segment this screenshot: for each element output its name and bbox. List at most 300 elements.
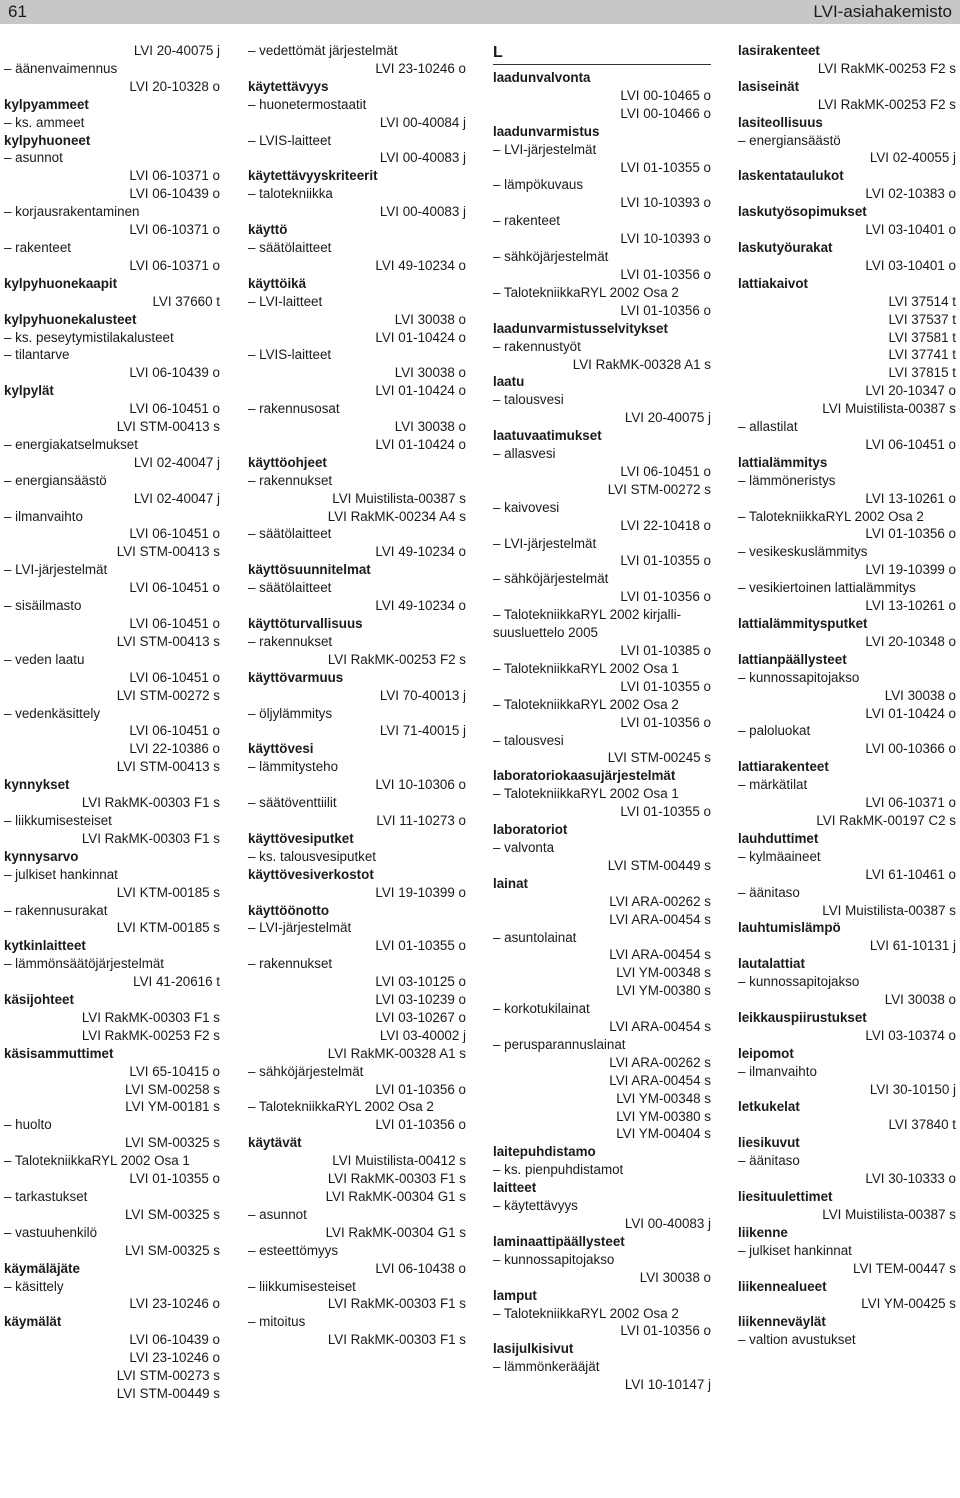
index-column-1 xyxy=(4,42,220,1403)
index-reference: LVI 03-10239 o xyxy=(375,992,466,1008)
index-subentry: – rakennukset xyxy=(248,633,333,649)
index-reference: LVI 01-10424 o xyxy=(375,329,466,345)
index-term: laitteet xyxy=(493,1180,537,1196)
index-subentry: – käsittely xyxy=(4,1278,64,1294)
index-reference: LVI 01-10356 o xyxy=(865,526,956,542)
index-subentry: – LVI-järjestelmät xyxy=(493,141,597,157)
index-reference: LVI 37660 t xyxy=(152,293,220,309)
index-term: laskutyösopimukset xyxy=(738,204,867,220)
index-subentry: – energiansäästö xyxy=(738,132,841,148)
index-column-2 xyxy=(248,42,466,1349)
index-subentry: – ilmanvaihto xyxy=(4,508,83,524)
index-reference: LVI 00-40083 j xyxy=(379,204,466,220)
index-term: laskentataulukot xyxy=(738,168,844,184)
index-subentry: – rakennusosat xyxy=(248,401,340,417)
index-subentry: – lämmöneristys xyxy=(738,472,836,488)
index-reference: LVI Muistilista-00387 s xyxy=(822,1206,956,1222)
index-reference: LVI 06-10451 o xyxy=(129,669,220,685)
index-subentry: – perusparannuslainat xyxy=(493,1036,626,1052)
index-reference: LVI 30038 o xyxy=(394,311,466,327)
index-reference: LVI 06-10371 o xyxy=(129,168,220,184)
index-subentry: – kunnossapitojakso xyxy=(493,1251,615,1267)
index-reference: LVI 30038 o xyxy=(884,992,956,1008)
index-reference: LVI 06-10439 o xyxy=(129,365,220,381)
index-reference: LVI RakMK-00303 F1 s xyxy=(81,1009,220,1025)
index-term: liesituulettimet xyxy=(738,1189,833,1204)
index-reference: LVI 06-10439 o xyxy=(129,1332,220,1348)
index-reference: LVI SM-00325 s xyxy=(124,1206,220,1222)
index-reference: LVI 20-40075 j xyxy=(133,43,220,58)
index-column-3 xyxy=(493,42,711,1394)
index-reference: LVI 30-10150 j xyxy=(869,1081,956,1097)
index-reference: LVI 03-10374 o xyxy=(865,1027,956,1043)
index-subentry: – energiansäästö xyxy=(4,472,107,488)
index-reference: LVI RakMK-00328 A1 s xyxy=(572,356,711,372)
index-subentry: – kaivovesi xyxy=(493,499,560,515)
index-reference: LVI 00-40084 j xyxy=(379,114,466,130)
index-reference: LVI 02-40047 j xyxy=(133,490,220,506)
index-term: käyttövarmuus xyxy=(248,669,344,685)
index-subentry: – liikkumisesteiset xyxy=(248,1278,356,1294)
index-term: laminaattipäällysteet xyxy=(493,1233,625,1249)
index-subentry: – TalotekniikkaRYL 2002 Osa 2 xyxy=(493,696,679,712)
index-reference: LVI 10-10306 o xyxy=(375,777,466,793)
index-reference: LVI 11-10273 o xyxy=(376,812,466,828)
index-reference: LVI YM-00380 s xyxy=(616,983,711,999)
index-subentry: – äänenvaimennus xyxy=(4,60,118,76)
index-term: lattianpäällysteet xyxy=(738,651,847,667)
index-reference: LVI Muistilista-00387 s xyxy=(822,902,956,918)
index-subentry: – tilantarve xyxy=(4,347,70,363)
index-reference: LVI TEM-00447 s xyxy=(853,1260,956,1276)
index-reference: LVI 37840 t xyxy=(888,1117,956,1133)
index-subentry: – LVI-järjestelmät xyxy=(248,920,352,936)
index-reference: LVI 37581 t xyxy=(888,329,956,345)
index-reference: LVI RakMK-00303 F1 s xyxy=(81,795,220,811)
index-term: liesikuvut xyxy=(738,1135,800,1151)
index-reference: LVI 06-10451 o xyxy=(129,526,220,542)
index-subentry: suusluettelo 2005 xyxy=(493,625,598,641)
index-subentry: – ilmanvaihto xyxy=(738,1063,817,1079)
index-reference: LVI 01-10424 o xyxy=(375,383,466,399)
index-reference: LVI 00-10466 o xyxy=(620,105,711,121)
index-reference: LVI YM-00348 s xyxy=(616,965,711,981)
section-letter: L xyxy=(493,42,711,65)
index-term: lauhtumislämpö xyxy=(738,920,841,936)
index-term: liikenneväylät xyxy=(738,1314,826,1330)
index-term: laatuvaatimukset xyxy=(493,428,602,444)
index-reference: LVI 01-10356 o xyxy=(620,714,711,730)
index-reference: LVI 37537 t xyxy=(888,311,956,327)
index-term: käyttösuunnitelmat xyxy=(248,562,371,578)
index-reference: LVI 10-10147 j xyxy=(624,1377,711,1393)
index-reference: LVI 06-10451 o xyxy=(129,580,220,596)
index-reference: LVI STM-00245 s xyxy=(607,750,711,766)
index-subentry: – mitoitus xyxy=(248,1314,306,1330)
index-term: käyttövesiverkostot xyxy=(248,866,374,882)
index-reference: LVI 00-40083 j xyxy=(624,1216,711,1231)
index-reference: LVI RakMK-00253 F2 s xyxy=(327,651,466,667)
index-reference: LVI 01-10355 o xyxy=(620,553,711,569)
index-reference: LVI 70-40013 j xyxy=(379,687,466,703)
index-term: kytkinlaitteet xyxy=(4,938,86,954)
page-number: 61 xyxy=(8,2,27,21)
index-reference: LVI ARA-00454 s xyxy=(609,1019,711,1035)
index-subentry: – korkotukilainat xyxy=(493,1001,590,1017)
index-subentry: – märkätilat xyxy=(738,777,808,793)
index-subentry: – asuntolainat xyxy=(493,929,577,945)
index-reference: LVI 02-10383 o xyxy=(865,186,956,202)
index-reference: LVI 13-10261 o xyxy=(865,598,956,614)
index-reference: LVI 23-10246 o xyxy=(375,60,466,76)
index-reference: LVI 03-10401 o xyxy=(865,257,956,273)
index-reference: LVI 37514 t xyxy=(888,293,956,309)
index-reference: LVI 30-10333 o xyxy=(865,1171,956,1187)
index-reference: LVI 01-10356 o xyxy=(375,1117,466,1133)
index-subentry: – TalotekniikkaRYL 2002 kirjalli- xyxy=(493,607,682,623)
index-subentry: – asunnot xyxy=(248,1206,307,1222)
index-subentry: – rakennukset xyxy=(248,956,333,972)
index-term: käsisammuttimet xyxy=(4,1045,114,1061)
index-subentry: – liikkumisesteiset xyxy=(4,812,112,828)
index-reference: LVI YM-00404 s xyxy=(616,1126,711,1142)
index-term: käyttö xyxy=(248,222,288,238)
index-subentry: – talousvesi xyxy=(493,392,564,408)
index-reference: LVI 61-10461 o xyxy=(865,866,956,882)
index-reference: LVI 20-10328 o xyxy=(129,78,220,94)
index-subentry: – ks. ammeet xyxy=(4,114,85,130)
index-reference: LVI SM-00258 s xyxy=(124,1081,220,1097)
index-reference: LVI STM-00413 s xyxy=(116,633,220,649)
index-reference: LVI 06-10439 o xyxy=(129,186,220,202)
index-subentry: – sisäilmasto xyxy=(4,598,82,614)
index-subentry: – korjausrakentaminen xyxy=(4,204,140,220)
index-term: lattiakaivot xyxy=(738,275,808,291)
index-reference: LVI 06-10451 o xyxy=(129,401,220,417)
index-reference: LVI KTM-00185 s xyxy=(116,920,220,936)
index-subentry: – LVIS-laitteet xyxy=(248,132,332,148)
running-title: LVI-asiahakemisto xyxy=(813,2,952,21)
index-subentry: – TalotekniikkaRYL 2002 Osa 1 xyxy=(4,1153,190,1169)
index-reference: LVI 41-20616 t xyxy=(133,974,220,990)
index-subentry: – lämmitysteho xyxy=(248,759,339,775)
index-reference: LVI YM-00380 s xyxy=(616,1108,711,1124)
index-subentry: – allasvesi xyxy=(493,446,556,462)
index-term: lattiarakenteet xyxy=(738,759,829,775)
index-term: laboratoriokaasujärjestelmät xyxy=(493,768,676,784)
index-reference: LVI 01-10424 o xyxy=(865,705,956,721)
index-reference: LVI RakMK-00304 G1 s xyxy=(325,1224,466,1240)
index-subentry: – ks. pienpuhdistamot xyxy=(493,1162,624,1178)
index-term: liikenne xyxy=(738,1224,788,1240)
index-reference: LVI ARA-00262 s xyxy=(609,1054,711,1070)
index-reference: LVI 65-10415 o xyxy=(129,1063,220,1079)
index-reference: LVI 03-10125 o xyxy=(375,974,466,990)
index-subentry: – TalotekniikkaRYL 2002 Osa 1 xyxy=(493,660,679,676)
index-term: käyttöturvallisuus xyxy=(248,616,363,631)
index-reference: LVI RakMK-00303 F1 s xyxy=(81,830,220,846)
index-subentry: – huonetermostaatit xyxy=(248,96,367,112)
index-term: käytävät xyxy=(248,1135,302,1151)
index-subentry: – äänitaso xyxy=(738,884,800,900)
index-reference: LVI 00-10465 o xyxy=(620,87,711,103)
index-reference: LVI 06-10371 o xyxy=(865,795,956,811)
index-reference: LVI 20-10347 o xyxy=(865,383,956,399)
index-subentry: – TalotekniikkaRYL 2002 Osa 2 xyxy=(493,284,679,300)
index-reference: LVI 01-10355 o xyxy=(620,804,711,820)
index-term: leipomot xyxy=(738,1045,794,1061)
index-subentry: – talousvesi xyxy=(493,732,564,748)
index-reference: LVI 37741 t xyxy=(888,347,956,363)
index-subentry: – lämmönsäätöjärjestelmät xyxy=(4,956,165,972)
index-term: käytettävyyskriteerit xyxy=(248,168,378,184)
index-reference: LVI RakMK-00253 F2 s xyxy=(817,60,956,76)
index-subentry: – vesikeskuslämmitys xyxy=(738,544,868,560)
index-subentry: – talotekniikka xyxy=(248,186,333,202)
index-term: lattialämmitysputket xyxy=(738,616,868,631)
index-subentry: – rakenteet xyxy=(4,239,71,255)
index-term: kynnysarvo xyxy=(4,848,79,864)
index-subentry: – säätölaitteet xyxy=(248,580,332,596)
index-reference: LVI RakMK-00303 F1 s xyxy=(327,1332,466,1348)
index-reference: LVI 01-10356 o xyxy=(620,1323,711,1339)
index-subentry: – rakenteet xyxy=(493,213,560,229)
index-subentry: – vesikiertoinen lattialämmitys xyxy=(738,580,916,596)
index-reference: LVI STM-00272 s xyxy=(607,481,711,497)
index-reference: LVI 01-10385 o xyxy=(620,643,711,658)
index-reference: LVI 49-10234 o xyxy=(375,544,466,560)
index-subentry: – äänitaso xyxy=(738,1153,800,1169)
index-reference: LVI ARA-00262 s xyxy=(609,893,711,909)
index-subentry: – rakennustyöt xyxy=(493,338,581,354)
index-reference: LVI 10-10393 o xyxy=(620,231,711,247)
index-subentry: – sähköjärjestelmät xyxy=(493,571,609,587)
index-subentry: – valvonta xyxy=(493,839,555,855)
index-subentry: – kylmäaineet xyxy=(738,848,821,864)
index-term: liikennealueet xyxy=(738,1278,827,1294)
index-reference: LVI 01-10356 o xyxy=(375,1081,466,1097)
index-reference: LVI 49-10234 o xyxy=(375,257,466,273)
index-reference: LVI 01-10355 o xyxy=(620,159,711,175)
index-subentry: – valtion avustukset xyxy=(738,1332,856,1348)
index-subentry: – TalotekniikkaRYL 2002 Osa 2 xyxy=(248,1099,434,1115)
index-reference: LVI Muistilista-00387 s xyxy=(822,401,956,417)
index-subentry: – säätölaitteet xyxy=(248,239,332,255)
index-reference: LVI 30038 o xyxy=(394,419,466,435)
index-term: laatu xyxy=(493,374,525,390)
index-term: lattialämmitys xyxy=(738,454,828,470)
index-reference: LVI 01-10355 o xyxy=(375,938,466,954)
index-term: kylpyhuonekaapit xyxy=(4,275,118,291)
index-reference: LVI 03-40002 j xyxy=(379,1027,466,1043)
index-reference: LVI 01-10356 o xyxy=(620,266,711,282)
index-reference: LVI RakMK-00328 A1 s xyxy=(327,1045,466,1061)
index-reference: LVI 71-40015 j xyxy=(379,723,466,739)
index-term: lasiteollisuus xyxy=(738,114,823,130)
index-reference: LVI RakMK-00303 F1 s xyxy=(327,1171,466,1187)
index-subentry: – öljylämmitys xyxy=(248,705,333,721)
index-term: kylpylät xyxy=(4,383,54,399)
index-term: lautalattiat xyxy=(738,956,805,972)
index-subentry: – LVI-järjestelmät xyxy=(4,562,108,578)
index-term: käyttövesiputket xyxy=(248,830,354,846)
index-reference: LVI SM-00325 s xyxy=(124,1242,220,1258)
index-reference: LVI 00-40083 j xyxy=(379,150,466,166)
index-term: lauhduttimet xyxy=(738,830,819,846)
index-reference: LVI Muistilista-00387 s xyxy=(332,490,466,506)
index-term: käyttöönotto xyxy=(248,902,330,918)
index-subentry: – säätölaitteet xyxy=(248,526,332,542)
index-subentry: – energiakatselmukset xyxy=(4,436,138,452)
index-reference: LVI 49-10234 o xyxy=(375,598,466,614)
index-term: lamput xyxy=(493,1287,537,1303)
index-subentry: – TalotekniikkaRYL 2002 Osa 1 xyxy=(493,786,679,802)
index-term: lasirakenteet xyxy=(738,43,820,58)
index-subentry: – lämpökuvaus xyxy=(493,177,584,193)
index-reference: LVI 06-10371 o xyxy=(129,222,220,238)
index-reference: LVI 01-10356 o xyxy=(620,589,711,605)
index-term: laadunvalvonta xyxy=(493,70,591,85)
index-subentry: – sähköjärjestelmät xyxy=(248,1063,364,1079)
index-term: kylpyhuoneet xyxy=(4,132,91,148)
index-reference: LVI KTM-00185 s xyxy=(116,884,220,900)
index-reference: LVI RakMK-00303 F1 s xyxy=(327,1296,466,1312)
index-subentry: – rakennukset xyxy=(248,472,333,488)
index-reference: LVI ARA-00454 s xyxy=(609,911,711,927)
index-reference: LVI 01-10424 o xyxy=(375,436,466,452)
index-reference: LVI 19-10399 o xyxy=(375,884,466,900)
index-reference: LVI 06-10371 o xyxy=(129,257,220,273)
index-reference: LVI YM-00425 s xyxy=(861,1296,956,1312)
index-reference: LVI STM-00273 s xyxy=(116,1368,220,1384)
index-term: laskutyöurakat xyxy=(738,239,833,255)
index-reference: LVI 10-10393 o xyxy=(620,195,711,211)
index-reference: LVI 02-40047 j xyxy=(133,454,220,470)
index-term: laitepuhdistamo xyxy=(493,1144,596,1160)
index-term: kylpyhuonekalusteet xyxy=(4,311,137,327)
index-reference: LVI 22-10386 o xyxy=(129,741,220,757)
index-term: letkukelat xyxy=(738,1099,800,1115)
index-subentry: – ks. talousvesiputket xyxy=(248,848,377,864)
index-subentry: – sähköjärjestelmät xyxy=(493,249,609,265)
index-reference: LVI RakMK-00304 G1 s xyxy=(325,1189,466,1204)
index-term: laadunvarmistusselvitykset xyxy=(493,320,668,336)
index-term: kynnykset xyxy=(4,777,70,793)
index-reference: LVI STM-00449 s xyxy=(607,857,711,873)
index-reference: LVI ARA-00454 s xyxy=(609,947,711,963)
index-subentry: – tarkastukset xyxy=(4,1189,88,1204)
index-subentry: – käytettävyys xyxy=(493,1198,578,1214)
index-reference: LVI STM-00413 s xyxy=(116,544,220,560)
index-subentry: – LVI-järjestelmät xyxy=(493,535,597,551)
index-reference: LVI Muistilista-00412 s xyxy=(332,1153,466,1169)
index-reference: LVI 00-10366 o xyxy=(865,741,956,757)
index-subentry: – lämmönkerääjät xyxy=(493,1359,600,1375)
index-reference: LVI 20-10348 o xyxy=(865,633,956,649)
index-column-4 xyxy=(738,42,956,1349)
index-reference: LVI 20-40075 j xyxy=(624,410,711,426)
index-term: laboratoriot xyxy=(493,822,568,838)
index-reference: LVI STM-00272 s xyxy=(116,687,220,703)
index-reference: LVI ARA-00454 s xyxy=(609,1072,711,1088)
index-reference: LVI 01-10356 o xyxy=(620,302,711,318)
index-subentry: – julkiset hankinnat xyxy=(738,1242,852,1258)
index-reference: LVI 06-10451 o xyxy=(620,463,711,479)
index-subentry: – säätöventtiilit xyxy=(248,795,337,811)
index-reference: LVI 13-10261 o xyxy=(865,490,956,506)
index-reference: LVI 03-10267 o xyxy=(375,1009,466,1025)
index-reference: LVI RakMK-00234 A4 s xyxy=(327,508,466,524)
index-term: käymälät xyxy=(4,1314,62,1330)
index-term: käyttöikä xyxy=(248,275,307,291)
index-reference: LVI 23-10246 o xyxy=(129,1350,220,1366)
index-reference: LVI RakMK-00253 F2 s xyxy=(81,1027,220,1043)
index-reference: LVI 06-10451 o xyxy=(865,436,956,452)
index-reference: LVI RakMK-00253 F2 s xyxy=(817,96,956,112)
index-reference: LVI 30038 o xyxy=(639,1269,711,1285)
index-subentry: – allastilat xyxy=(738,419,798,435)
index-reference: LVI 30038 o xyxy=(394,365,466,381)
index-subentry: – vedettömät järjestelmät xyxy=(248,43,398,58)
page-header xyxy=(0,0,960,24)
index-reference: LVI 03-10401 o xyxy=(865,222,956,238)
index-subentry: – ks. peseytymistilakalusteet xyxy=(4,329,174,345)
index-subentry: – kunnossapitojakso xyxy=(738,669,860,685)
index-reference: LVI 22-10418 o xyxy=(620,517,711,533)
index-subentry: – kunnossapitojakso xyxy=(738,974,860,990)
index-term: lasiseinät xyxy=(738,78,800,94)
index-reference: LVI 01-10355 o xyxy=(129,1171,220,1187)
index-reference: LVI 23-10246 o xyxy=(129,1296,220,1312)
index-term: käyttöohjeet xyxy=(248,454,327,470)
index-reference: LVI 06-10451 o xyxy=(129,616,220,631)
index-reference: LVI 06-10451 o xyxy=(129,723,220,739)
index-reference: LVI 19-10399 o xyxy=(865,562,956,578)
index-reference: LVI 06-10438 o xyxy=(375,1260,466,1276)
index-term: käymäläjäte xyxy=(4,1260,80,1276)
index-subentry: – vastuuhenkilö xyxy=(4,1224,98,1240)
index-subentry: – rakennusurakat xyxy=(4,902,108,918)
index-reference: LVI YM-00181 s xyxy=(125,1099,220,1115)
index-subentry: – huolto xyxy=(4,1117,52,1133)
index-reference: LVI STM-00449 s xyxy=(116,1385,220,1401)
index-reference: LVI YM-00348 s xyxy=(616,1090,711,1106)
index-reference: LVI 01-10355 o xyxy=(620,678,711,694)
index-reference: LVI 30038 o xyxy=(884,687,956,703)
index-subentry: – veden laatu xyxy=(4,651,85,667)
index-term: käyttövesi xyxy=(248,741,314,757)
index-reference: LVI 37815 t xyxy=(888,365,956,381)
index-subentry: – vedenkäsittely xyxy=(4,705,101,721)
index-term: laadunvarmistus xyxy=(493,123,600,139)
index-term: lainat xyxy=(493,875,528,891)
index-reference: LVI SM-00325 s xyxy=(124,1135,220,1151)
index-subentry: – julkiset hankinnat xyxy=(4,866,118,882)
index-subentry: – esteettömyys xyxy=(248,1242,339,1258)
index-subentry: – LVIS-laitteet xyxy=(248,347,332,363)
index-subentry: – TalotekniikkaRYL 2002 Osa 2 xyxy=(738,508,924,524)
index-term: leikkauspiirustukset xyxy=(738,1009,867,1025)
index-reference: LVI 02-40055 j xyxy=(869,150,956,166)
index-term: lasijulkisivut xyxy=(493,1341,574,1357)
index-reference: LVI RakMK-00197 C2 s xyxy=(816,812,956,828)
index-subentry: – TalotekniikkaRYL 2002 Osa 2 xyxy=(493,1305,679,1321)
index-subentry: – LVI-laitteet xyxy=(248,293,323,309)
index-term: käsijohteet xyxy=(4,992,74,1008)
index-term: kylpyammeet xyxy=(4,96,89,112)
index-reference: LVI 61-10131 j xyxy=(869,938,956,954)
index-subentry: – paloluokat xyxy=(738,723,811,739)
